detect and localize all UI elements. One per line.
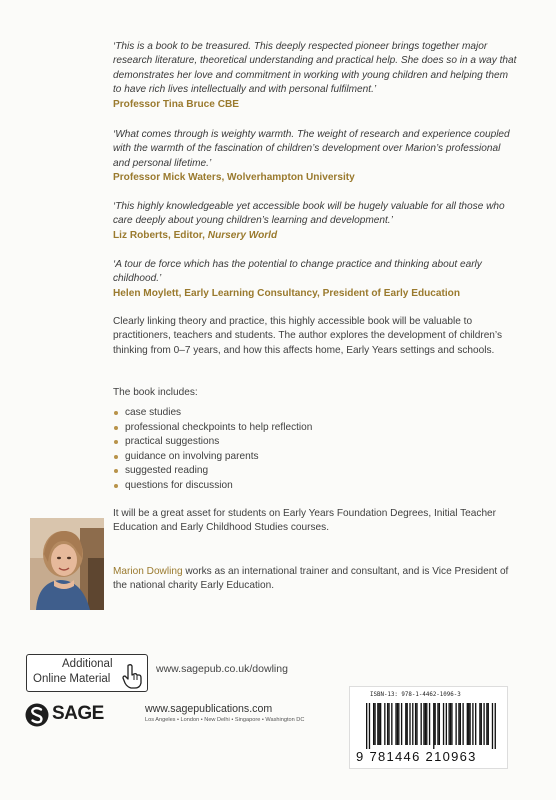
barcode-digits: 9 781446 210963	[356, 749, 477, 764]
barcode-bar	[384, 703, 385, 745]
barcode-bar	[488, 703, 489, 745]
barcode-bar	[448, 703, 449, 745]
barcode-bar	[460, 703, 461, 745]
barcode-bar	[439, 703, 440, 745]
barcode-panel	[349, 686, 508, 769]
barcode-bar	[373, 703, 374, 745]
quote-attribution: Helen Moylett, Early Learning Consultancy, President of Early Education	[113, 287, 461, 299]
attribution-name: Liz Roberts, Editor,	[113, 229, 208, 241]
asset-paragraph: It will be a great asset for students on Early Years Foundation Degrees, Initial Teacher Education and Early Childhood Studies courses.	[113, 508, 497, 534]
barcode-bar	[495, 703, 496, 749]
barcode-bar	[397, 703, 398, 745]
barcode-bar	[486, 703, 487, 745]
barcode-bar	[412, 703, 413, 745]
barcode-bar	[437, 703, 438, 745]
quote-attribution: Professor Tina Bruce CBE	[113, 98, 240, 110]
author-name: Marion Dowling	[113, 566, 183, 577]
barcode-bar	[425, 703, 426, 745]
barcode-bar	[475, 703, 476, 745]
list-item: case studies	[113, 406, 312, 421]
barcode-bar	[398, 703, 399, 745]
endorsement-quote	[113, 258, 518, 301]
attribution-publication: Nursery World	[207, 229, 278, 241]
barcode-bar	[388, 703, 389, 745]
publisher-name: SAGE	[52, 703, 104, 724]
barcode-bar	[451, 703, 452, 745]
barcode-bar	[407, 703, 408, 745]
barcode-bar	[387, 703, 388, 745]
barcode-bar	[395, 703, 396, 745]
author-bio	[113, 565, 518, 594]
author-photo	[30, 518, 104, 610]
quote-text: ‘This highly knowledgeable yet accessible book will be hugely valuable for all those who care deeply about young children’s learning and development.’	[113, 201, 505, 227]
list-item: guidance on involving parents	[113, 450, 312, 465]
barcode-graphic	[366, 703, 496, 749]
barcode-bar	[421, 703, 422, 745]
barcode-bar	[462, 703, 463, 745]
barcode-bar	[366, 703, 367, 749]
barcode-bar	[369, 703, 370, 749]
barcode-bar	[469, 703, 470, 745]
barcode-bar	[450, 703, 451, 745]
quote-attribution	[113, 229, 518, 243]
list-item: questions for discussion	[113, 479, 312, 494]
list-item: professional checkpoints to help reflection	[113, 421, 312, 436]
barcode-bar	[374, 703, 375, 745]
barcode-bar	[423, 703, 424, 745]
barcode-bar	[409, 703, 410, 745]
barcode-bar	[391, 703, 392, 745]
hand-cursor-icon	[121, 663, 143, 689]
barcode-bar	[479, 703, 480, 745]
publisher-url: www.sagepublications.com	[145, 703, 273, 715]
barcode-bar	[426, 703, 427, 745]
barcode-bar	[443, 703, 444, 745]
barcode-bar	[468, 703, 469, 745]
quote-text: ‘What comes through is weighty warmth. The weight of research and experience coupled with the warmth of the fascination of children’s development over Marion’s professional and personal lifetime.’	[113, 129, 510, 169]
intro-paragraph: Clearly linking theory and practice, this highly accessible book will be valuable to practitioners, teachers and students. The author explores the development of children’s thinking from 0–7 years, and how this affects home, Early Years settings and schools.	[113, 316, 503, 356]
list-item: practical suggestions	[113, 435, 312, 450]
barcode-bar	[472, 703, 473, 745]
barcode-bar	[446, 703, 447, 745]
barcode-bar	[434, 703, 435, 745]
badge-line-2: Online Material	[33, 673, 111, 685]
barcode-bar	[405, 703, 406, 745]
endorsement-quote	[113, 128, 518, 186]
barcode-bar	[455, 703, 456, 745]
barcode-bar	[377, 703, 378, 745]
barcode-bar	[458, 703, 459, 745]
quote-text: ‘This is a book to be treasured. This deeply respected pioneer brings together major research literature, theoretical understanding and practical help. She does so in a way that demonstrates her love and commitment in working with young children and helping them to have rich lives intellectually and with personal fulfilment.’	[113, 41, 517, 96]
barcode-bar	[380, 703, 381, 745]
isbn-label: ISBN-13: 978-1-4462-1096-3	[370, 692, 461, 698]
barcode-bar	[483, 703, 484, 745]
barcode-bar	[401, 703, 402, 745]
includes-heading: The book includes:	[113, 387, 198, 398]
additional-online-material-badge	[26, 654, 148, 692]
quote-attribution: Professor Mick Waters, Wolverhampton University	[113, 172, 355, 184]
endorsement-quote	[113, 200, 518, 243]
list-item: suggested reading	[113, 464, 312, 479]
includes-list	[113, 406, 312, 494]
barcode-bar	[429, 703, 430, 745]
barcode-bar	[492, 703, 493, 749]
author-bio-text: works as an international trainer and consultant, and is Vice President of the national charity Early Education.	[113, 566, 509, 592]
companion-website-url: www.sagepub.co.uk/dowling	[156, 663, 288, 675]
barcode-bar	[379, 703, 380, 745]
endorsement-quote	[113, 40, 518, 112]
barcode-bar	[467, 703, 468, 745]
badge-line-1: Additional	[62, 658, 113, 670]
quote-text: ‘A tour de force which has the potential to change practice and thinking about early childhood.’	[113, 259, 482, 285]
barcode-bar	[415, 703, 416, 745]
barcode-bar	[481, 703, 482, 745]
barcode-bar	[416, 703, 417, 745]
barcode-bar	[433, 703, 434, 749]
publisher-cities: Los Angeles • London • New Delhi • Singapore • Washington DC	[145, 717, 305, 723]
